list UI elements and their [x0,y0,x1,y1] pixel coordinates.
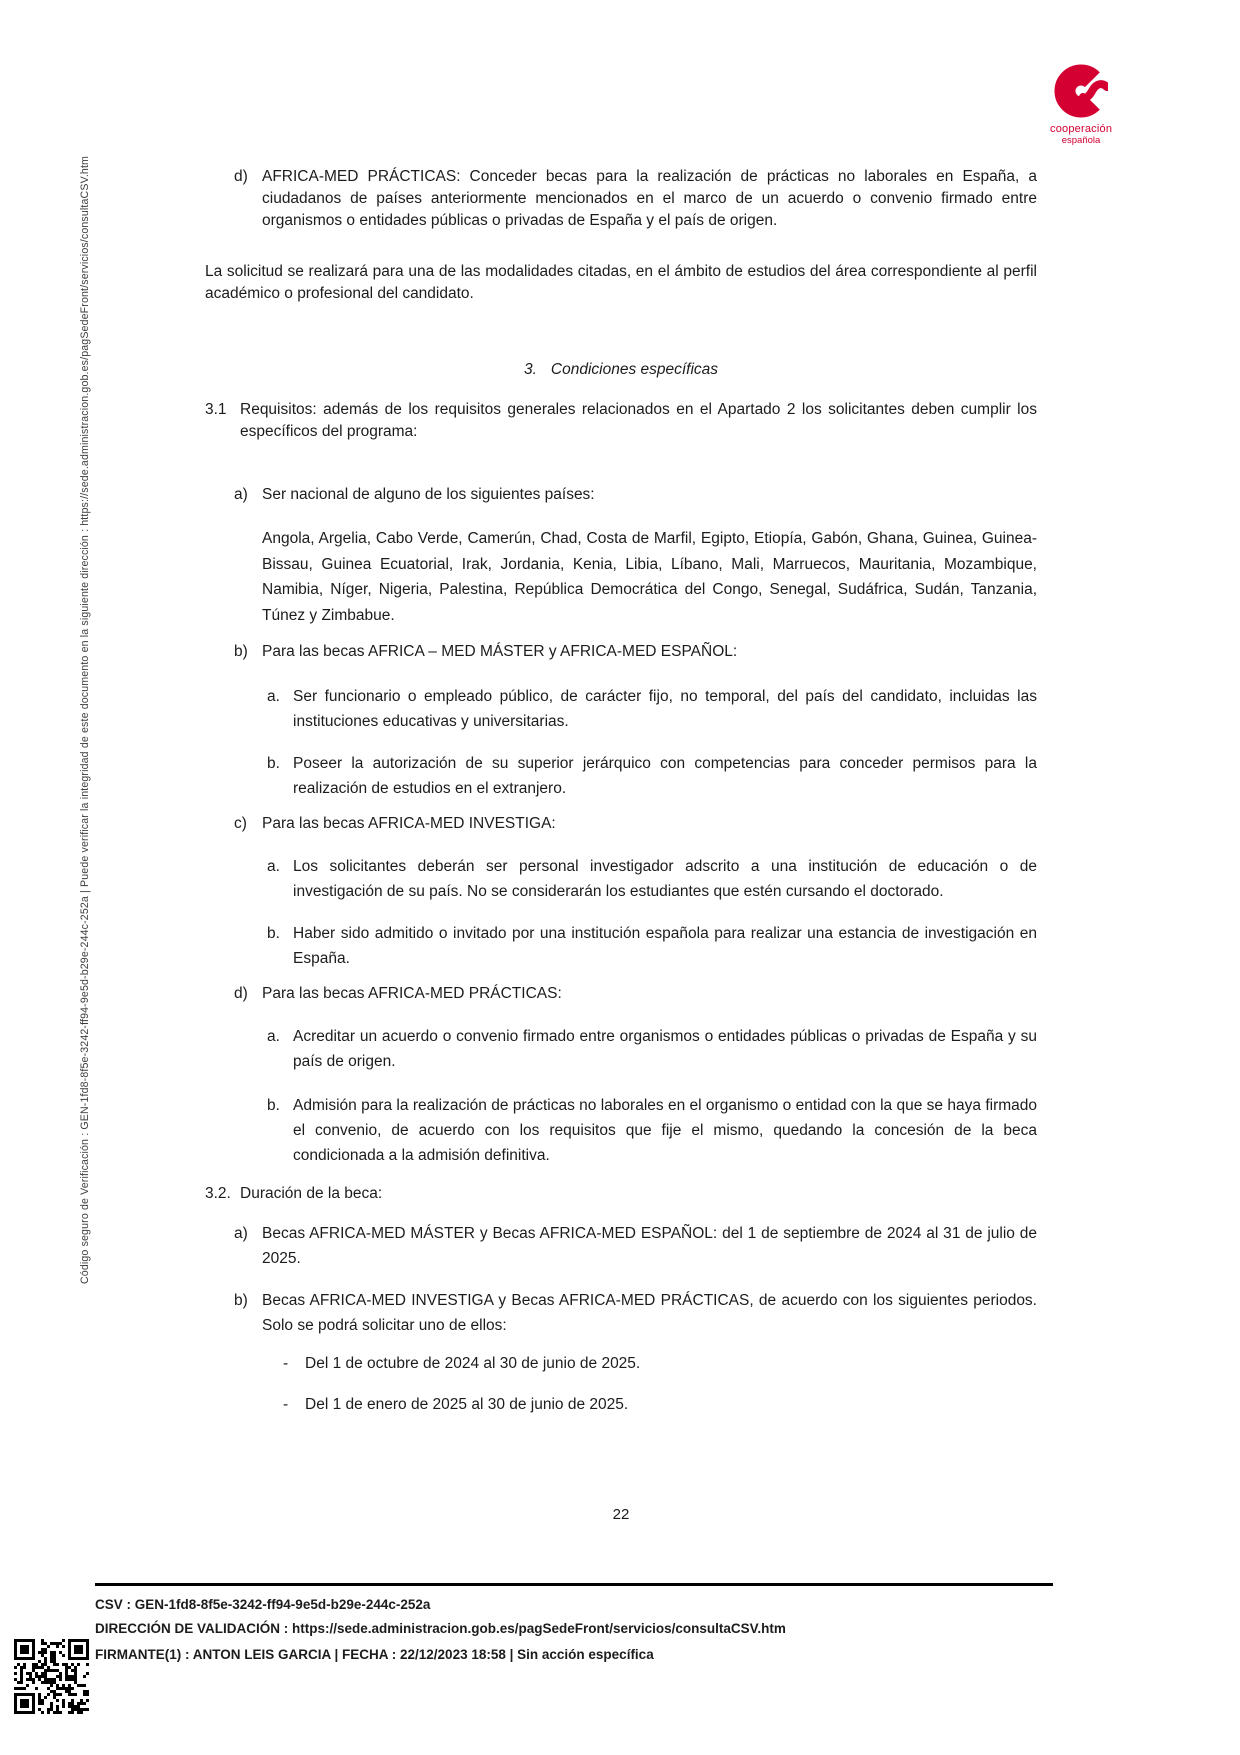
list-label: a) [234,486,248,503]
footer-signer: FIRMANTE(1) : ANTON LEIS GARCIA | FECHA : 22/12/2023 18:58 | Sin acción específica [95,1647,654,1662]
section-text: Duración de la beca: [240,1185,383,1202]
sub-item-b-autorizacion [205,751,1037,801]
list-label: d) [234,985,248,1002]
dash-text: Del 1 de enero de 2025 al 30 de junio de 2025. [305,1396,629,1413]
section-label: 3.1 [205,401,227,418]
list-label: a. [267,858,280,875]
heading-title: Condiciones específicas [550,361,719,378]
list-text: Para las becas AFRICA – MED MÁSTER y AFRICA-MED ESPAÑOL: [262,643,738,660]
list-text: Para las becas AFRICA-MED INVESTIGA: [262,815,556,832]
list-text: Admisión para la realización de prácticas no laborales en el organismo o entidad con la que se haya firmado el convenio, de acuerdo con los requisitos que fije el mismo, quedando la concesión de la beca condicionada a la admisión definitiva. [293,1097,1037,1164]
sub-item-b-admision [205,1093,1037,1168]
logo-text-line2: española [1061,135,1101,146]
sub-item-a-investigador [205,854,1037,904]
list-text: Ser funcionario o empleado público, de carácter fijo, no temporal, del país del candidato, incluidas las instituciones educativas y universitarias. [293,688,1037,730]
section-3-2 [205,1183,1037,1205]
dash-label: - [283,1355,289,1372]
section-3-1 [205,399,1037,443]
section-text: Requisitos: además de los requisitos generales relacionados en el Apartado 2 los solicitantes deben cumplir los específicos del programa: [240,401,1037,440]
list-label: b. [267,755,280,772]
footer-divider [95,1583,1053,1586]
page-number: 22 [612,1506,630,1523]
section-label: 3.2. [205,1185,231,1202]
sub-item-a-funcionario [205,684,1037,734]
list-text: Acreditar un acuerdo o convenio firmado entre organismos o entidades públicas o privadas de España y su país de origen. [293,1028,1037,1070]
list-item-a-nacionalidad [205,484,1037,506]
list-label: b) [234,1292,248,1309]
paragraph-countries: Angola, Argelia, Cabo Verde, Camerún, Chad, Costa de Marfil, Egipto, Etiopía, Gabón, Ghana, Guinea, Guinea-Bissau, Guinea Ecuatorial, Irak, Jordania, Kenia, Libia, Líbano, Mali, Marruecos, Mauritania, Mozambique, Namibia, Níger, Nigeria, Palestina, República Democrática del Congo, Senegal, Sudáfrica, Sudán, Tanzania, Túnez y Zimbabue. [262,530,1037,624]
logo-text-line1: cooperación [1050,123,1113,135]
list-item-b-master-espanol [205,641,1037,663]
qr-code [14,1639,89,1714]
list-text: Haber sido admitido o invitado por una institución española para realizar una estancia de investigación en España. [293,925,1037,967]
document-body [205,166,1037,1416]
list-label: a) [234,1225,248,1242]
dash-item-periodo-octubre [205,1353,1037,1375]
list-item-d-africa-med-practicas [205,166,1037,232]
heading-number: 3. [523,361,537,378]
section-heading-3 [205,359,1037,381]
list-label: b. [267,1097,280,1114]
list-text: Becas AFRICA-MED MÁSTER y Becas AFRICA-MED ESPAÑOL: del 1 de septiembre de 2024 al 31 de julio de 2025. [262,1225,1037,1267]
cooperacion-espanola-logo [1050,64,1112,146]
list-item-c-investiga [205,813,1037,835]
csv-vertical-text: Código seguro de Verificación : GEN-1fd8-8f5e-3242-ff94-9e5d-b29e-244c-252a | Puede verificar la integridad de este documento en la siguiente dirección : https://sede.administracion.gob.es/pagSedeFront/servicios/consultaCSV.htm [79,155,91,1284]
c-wave-icon [1054,64,1108,120]
list-text: Los solicitantes deberán ser personal investigador adscrito a una institución de educación o de investigación de su país. No se considerarán los estudiantes que estén cursando el doctorado. [293,858,1037,900]
sub-item-a-acreditar [205,1024,1037,1074]
list-item-d-practicas-requisitos [205,983,1037,1005]
paragraph-solicitud: La solicitud se realizará para una de las modalidades citadas, en el ámbito de estudios del área correspondiente al perfil académico o profesional del candidato. [205,263,1037,302]
list-text: Para las becas AFRICA-MED PRÁCTICAS: [262,985,562,1002]
list-item-b-duracion-investiga [205,1288,1037,1338]
list-text: AFRICA-MED PRÁCTICAS: Conceder becas para la realización de prácticas no laborales en España, a ciudadanos de países anteriormente mencionados en el marco de un acuerdo o convenio firmado entre organismos o entidades públicas o privadas de España y el país de origen. [262,168,1037,229]
dash-label: - [283,1396,289,1413]
list-text: Becas AFRICA-MED INVESTIGA y Becas AFRICA-MED PRÁCTICAS, de acuerdo con los siguientes periodos. Solo se podrá solicitar uno de ellos: [262,1292,1037,1334]
list-text: Poseer la autorización de su superior jerárquico con competencias para conceder permisos para la realización de estudios en el extranjero. [293,755,1037,797]
list-label: d) [234,168,248,185]
list-item-a-duracion-master [205,1221,1037,1271]
list-label: a. [267,688,280,705]
footer-validation-url: DIRECCIÓN DE VALIDACIÓN : https://sede.administracion.gob.es/pagSedeFront/servicios/consultaCSV.htm [95,1621,786,1636]
list-label: b. [267,925,280,942]
list-label: b) [234,643,248,660]
dash-text: Del 1 de octubre de 2024 al 30 de junio de 2025. [305,1355,641,1372]
footer-csv: CSV : GEN-1fd8-8f5e-3242-ff94-9e5d-b29e-244c-252a [95,1597,431,1612]
list-label: c) [234,815,247,832]
dash-item-periodo-enero [205,1394,1037,1416]
list-label: a. [267,1028,280,1045]
sub-item-b-admitido [205,921,1037,971]
list-text: Ser nacional de alguno de los siguientes países: [262,486,595,503]
